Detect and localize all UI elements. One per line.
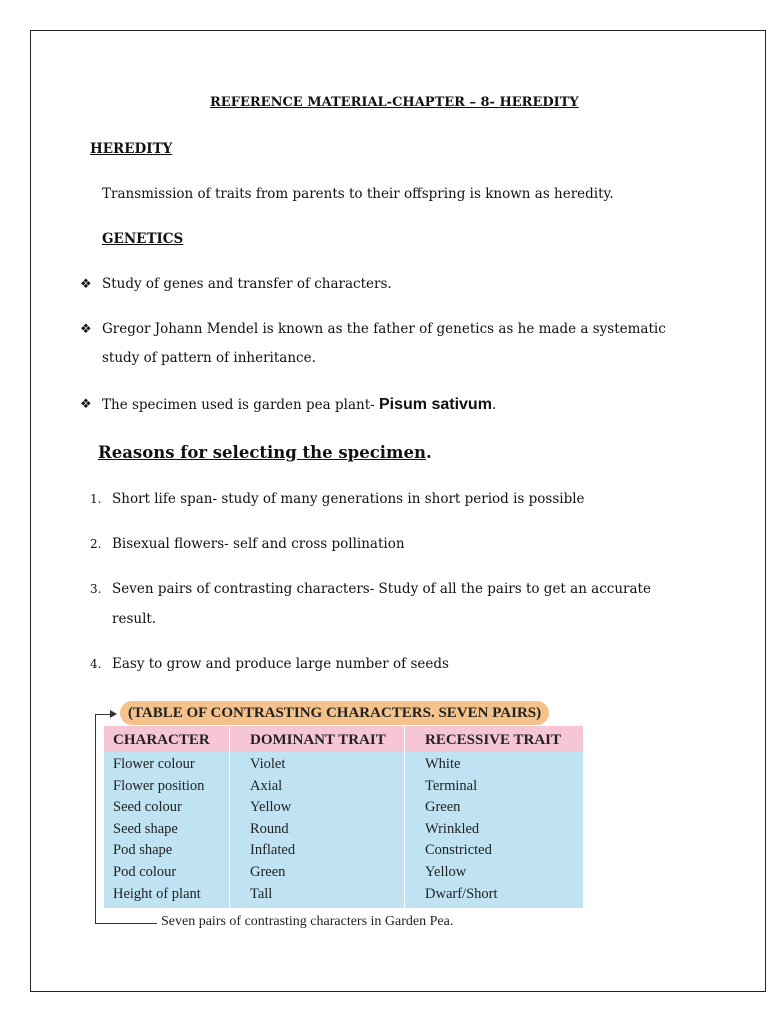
- reasons-heading-end: .: [426, 443, 432, 462]
- cell-character: Flower colour: [113, 756, 195, 772]
- figure-bracket: [95, 714, 96, 924]
- cell-character: Flower position: [113, 777, 205, 794]
- cell-recessive-trait: Green: [425, 799, 461, 816]
- specimen-text: The specimen used is garden pea plant-: [102, 397, 379, 413]
- heredity-definition: Transmission of traits from parents to their offspring is known as heredity.: [102, 186, 614, 202]
- genetics-bullet-2-line2: study of pattern of inheritance.: [102, 350, 316, 366]
- cell-dominant-trait: Green: [250, 864, 286, 880]
- cell-dominant-trait: Inflated: [250, 842, 296, 859]
- diamond-bullet-icon: ❖: [80, 277, 92, 292]
- genetics-bullet-3: [102, 396, 496, 414]
- species-name: Pisum sativum: [379, 396, 492, 413]
- diamond-bullet-icon: ❖: [80, 397, 92, 412]
- reason-item-3-line1: Seven pairs of contrasting characters- Study of all the pairs to get an accurate: [112, 581, 651, 597]
- reason-item-2: Bisexual flowers- self and cross pollination: [112, 536, 405, 552]
- cell-dominant-trait: Round: [250, 820, 289, 837]
- cell-character: Seed colour: [113, 799, 182, 816]
- cell-dominant-trait: Yellow: [250, 799, 292, 816]
- column-divider: [404, 726, 405, 908]
- cell-dominant-trait: Axial: [250, 777, 283, 794]
- heredity-heading: HEREDITY: [90, 141, 173, 157]
- column-header-dominant: DOMINANT TRAIT: [250, 732, 386, 748]
- reason-item-3-line2: result.: [112, 611, 157, 627]
- figure-bracket-bottom: [95, 923, 157, 924]
- reason-item-4: Easy to grow and produce large number of seeds: [112, 656, 449, 672]
- column-divider: [229, 726, 230, 908]
- cell-character: Pod colour: [113, 864, 177, 880]
- figure-caption: Seven pairs of contrasting characters in Garden Pea.: [161, 914, 454, 929]
- reason-number: 3.: [90, 582, 102, 596]
- reasons-heading-text: Reasons for selecting the specimen: [98, 443, 426, 462]
- cell-dominant-trait: Violet: [250, 756, 286, 772]
- column-header-recessive: RECESSIVE TRAIT: [425, 732, 562, 748]
- cell-recessive-trait: Dwarf/Short: [425, 885, 498, 902]
- reasons-heading: [98, 443, 432, 462]
- arrow-right-icon: [110, 710, 117, 718]
- cell-recessive-trait: White: [425, 756, 461, 772]
- cell-recessive-trait: Constricted: [425, 842, 492, 859]
- cell-dominant-trait: Tall: [250, 885, 273, 902]
- contrasting-characters-table: [104, 726, 583, 908]
- reason-item-1: Short life span- study of many generations in short period is possible: [112, 491, 585, 507]
- reason-number: 4.: [90, 657, 102, 671]
- page-title: REFERENCE MATERIAL-CHAPTER – 8- HEREDITY: [210, 95, 579, 110]
- genetics-bullet-2-line1: Gregor Johann Mendel is known as the father of genetics as he made a systematic: [102, 321, 666, 337]
- column-header-character: CHARACTER: [113, 732, 210, 748]
- cell-recessive-trait: Wrinkled: [425, 820, 480, 837]
- cell-character: Height of plant: [113, 885, 201, 902]
- cell-recessive-trait: Terminal: [425, 777, 478, 794]
- diamond-bullet-icon: ❖: [80, 322, 92, 337]
- cell-character: Seed shape: [113, 820, 178, 837]
- genetics-bullet-1: Study of genes and transfer of characters.: [102, 276, 392, 292]
- cell-recessive-trait: Yellow: [425, 864, 467, 880]
- genetics-heading: GENETICS: [102, 231, 184, 247]
- specimen-end: .: [491, 397, 497, 413]
- figure-title: (TABLE OF CONTRASTING CHARACTERS. SEVEN PAIRS): [120, 701, 549, 725]
- cell-character: Pod shape: [113, 842, 173, 859]
- reason-number: 1.: [90, 492, 102, 506]
- reason-number: 2.: [90, 537, 102, 551]
